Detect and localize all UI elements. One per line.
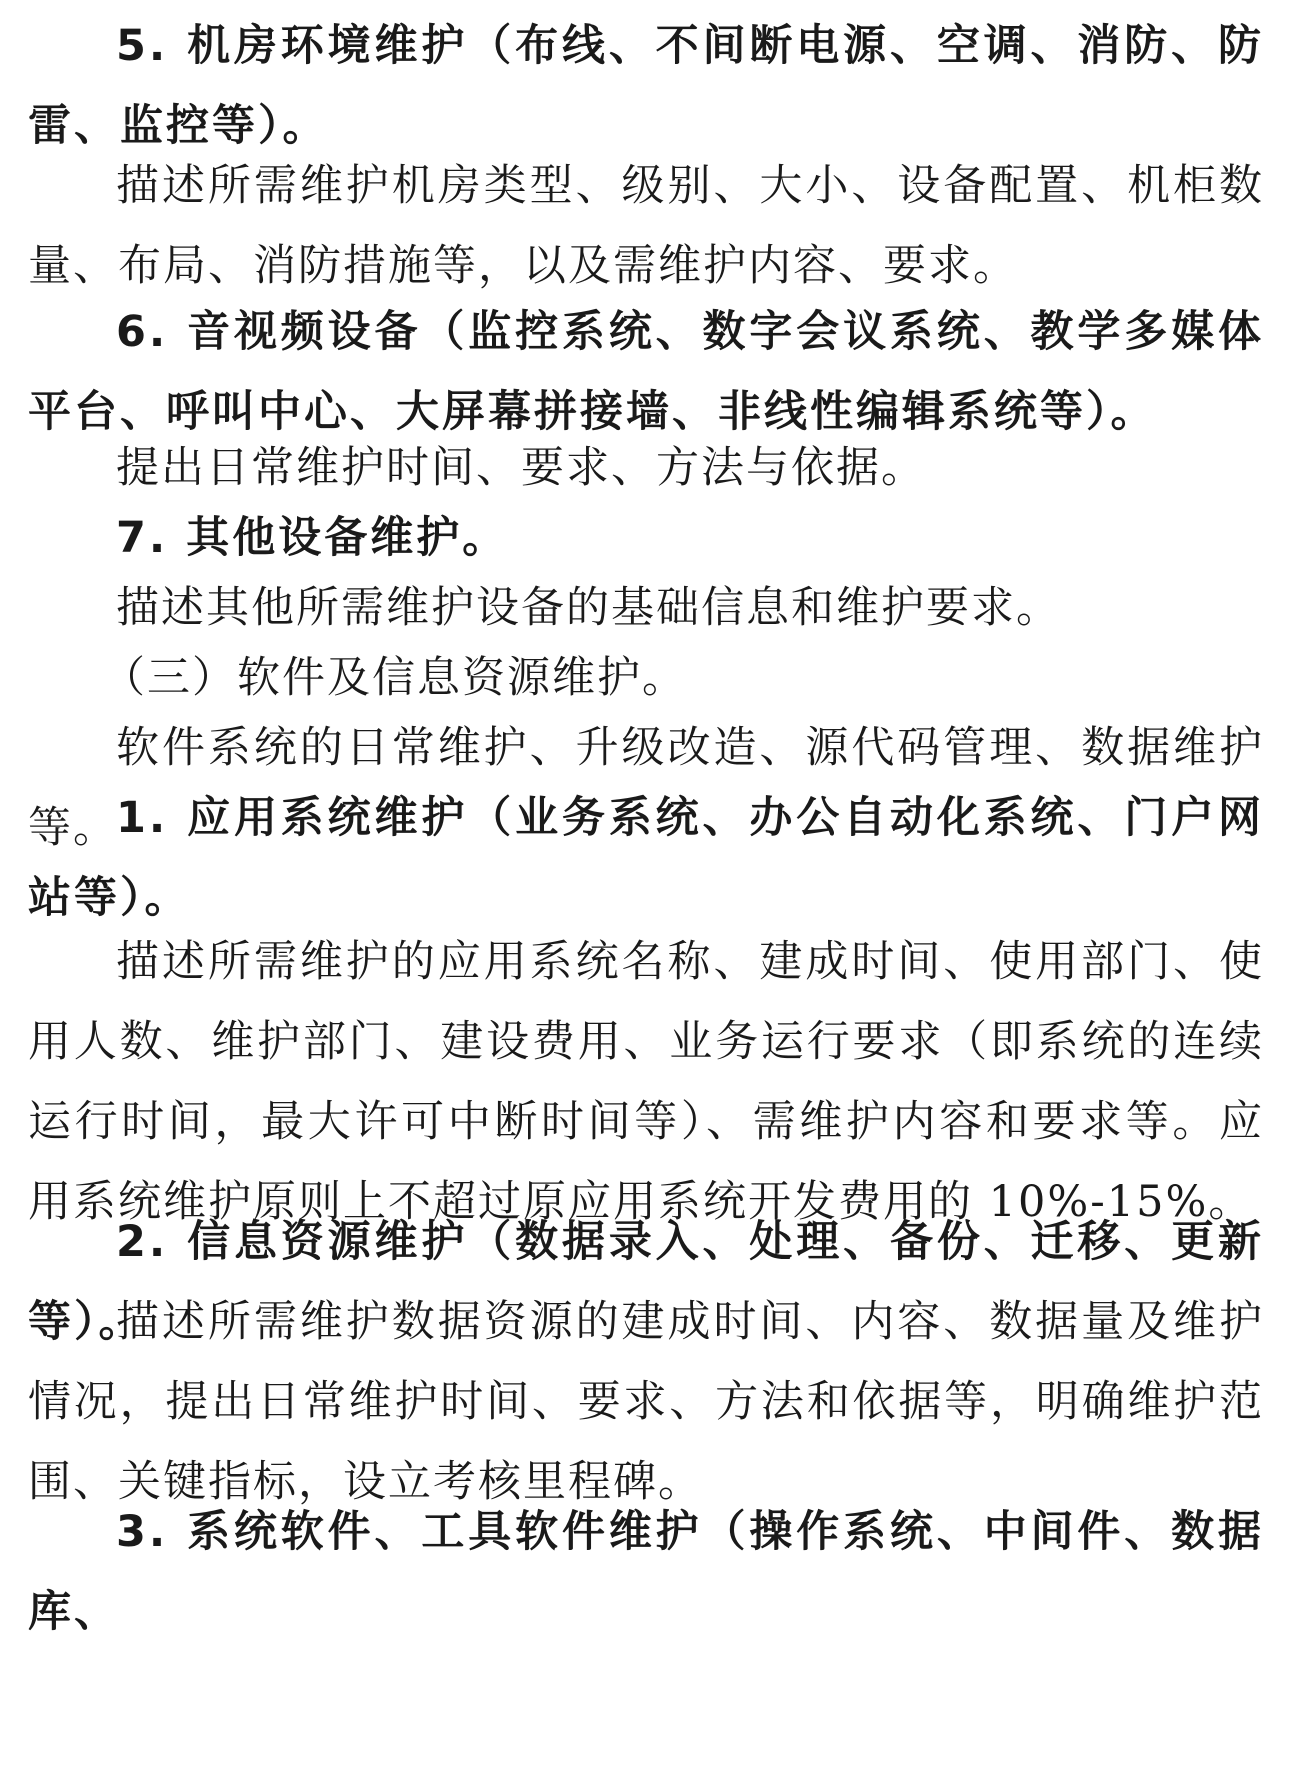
paragraph-application-system-description: 描述所需维护的应用系统名称、建成时间、使用部门、使用人数、维护部门、建设费用、业务运行要求（即系统的连续运行时间，最大许可中断时间等）、需维护内容和要求等。应用系统维护原则上不超过原应用系统开发费用的 10%-15%。 <box>28 937 1264 1227</box>
section-heading-software-info-resources: （三）软件及信息资源维护。 <box>102 653 687 703</box>
heading-5-machine-room: 5. 机房环境维护（布线、不间断电源、空调、消防、防雷、监控等）。 <box>28 21 1264 151</box>
paragraph-other-equipment-description: 描述其他所需维护设备的基础信息和维护要求。 <box>116 583 1061 633</box>
paragraph-information-resources-description: 描述所需维护数据资源的建成时间、内容、数据量及维护情况，提出日常维护时间、要求、方法和依据等，明确维护范围、关键指标，设立考核里程碑。 <box>28 1297 1264 1507</box>
heading-6-av-equipment: 6. 音视频设备（监控系统、数字会议系统、教学多媒体平台、呼叫中心、大屏幕拼接墙、非线性编辑系统等）。 <box>28 307 1264 437</box>
heading-2-information-resources: 2. 信息资源维护（数据录入、处理、备份、迁移、更新等）。 <box>28 1217 1264 1347</box>
paragraph-av-equipment-description: 提出日常维护时间、要求、方法与依据。 <box>116 443 926 493</box>
heading-3-system-software: 3. 系统软件、工具软件维护（操作系统、中间件、数据库、 <box>28 1507 1264 1637</box>
heading-1-application-system: 1. 应用系统维护（业务系统、办公自动化系统、门户网站等）。 <box>28 793 1264 923</box>
paragraph-software-maintenance: 软件系统的日常维护、升级改造、源代码管理、数据维护等。 <box>28 723 1264 853</box>
paragraph-machine-room-description: 描述所需维护机房类型、级别、大小、设备配置、机柜数量、布局、消防措施等，以及需维护内容、要求。 <box>28 161 1264 291</box>
heading-7-other-equipment: 7. 其他设备维护。 <box>116 513 509 563</box>
